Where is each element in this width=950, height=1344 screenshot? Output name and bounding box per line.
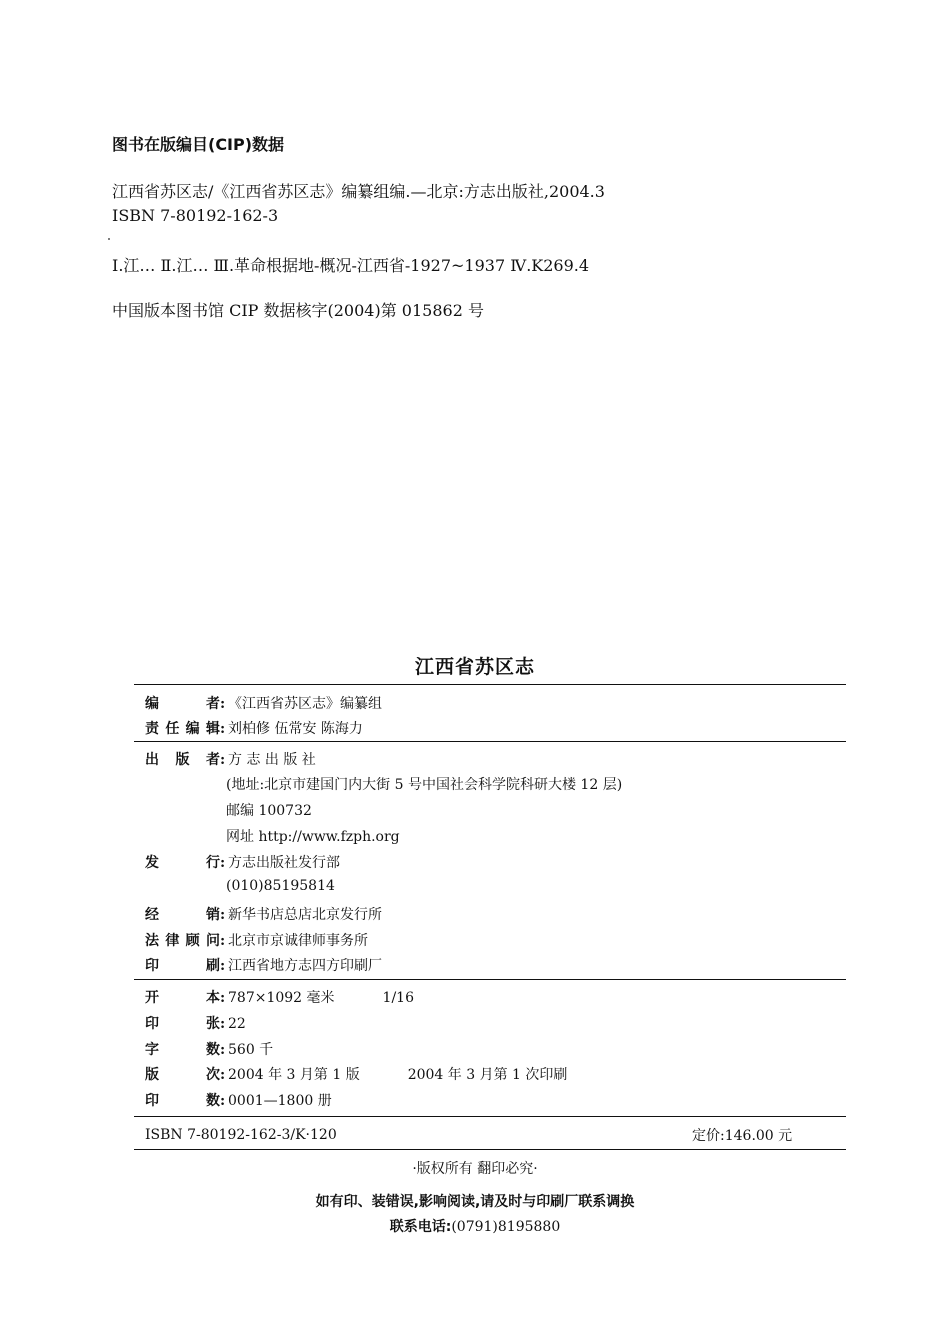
value-distributor: 方志出版社发行部 [228, 855, 340, 871]
row-sheets: 印张: 22 [145, 1013, 246, 1033]
label-edition: 版次 [145, 1067, 220, 1083]
label-sheets: 印张 [145, 1016, 220, 1032]
row-legal-counsel: 法律顾问: 北京市京诚律师事务所 [145, 930, 368, 950]
label-seller: 经销 [145, 907, 220, 923]
publisher-address: (地址:北京市建国门内大街 5 号中国社会科学院科研大楼 12 层) [226, 777, 623, 793]
label-responsible-editor: 责任编辑 [145, 721, 220, 737]
label-legal-counsel: 法律顾问 [145, 933, 220, 949]
label-word-count: 字数 [145, 1042, 220, 1058]
distributor-phone: (010)85195814 [226, 878, 335, 894]
row-distributor: 发行: 方志出版社发行部 [145, 852, 340, 872]
row-format: 开本: 787×1092 毫米 1/16 [145, 987, 414, 1007]
print-speck [108, 238, 110, 240]
value-edition: 2004 年 3 月第 1 版 [228, 1067, 360, 1083]
contact-phone [0, 1216, 950, 1236]
value-print-run: 0001—1800 册 [228, 1093, 332, 1109]
value-editor: 《江西省苏区志》编纂组 [228, 696, 382, 712]
cip-record-number: 中国版本图书馆 CIP 数据核字(2004)第 015862 号 [112, 301, 484, 320]
row-edition: 版次: 2004 年 3 月第 1 版 2004 年 3 月第 1 次印刷 [145, 1064, 567, 1084]
label-format: 开本 [145, 990, 220, 1006]
rule-2 [134, 741, 846, 742]
cip-title-line: 江西省苏区志/《江西省苏区志》编纂组编.—北京:方志出版社,2004.3 [112, 182, 605, 201]
row-word-count: 字数: 560 千 [145, 1039, 273, 1059]
cip-heading: 图书在版编目(CIP)数据 [112, 135, 285, 154]
isbn-footer: ISBN 7-80192-162-3/K·120 [145, 1127, 337, 1143]
label-publisher: 出版者 [145, 752, 220, 768]
row-responsible-editor: 责任编辑: 刘柏修 伍常安 陈海力 [145, 718, 363, 738]
value-legal-counsel: 北京市京诚律师事务所 [228, 933, 368, 949]
value-word-count: 560 千 [228, 1042, 274, 1058]
row-publisher: 出版者: 方 志 出 版 社 [145, 749, 316, 769]
cip-classification-line: Ⅰ.江… Ⅱ.江… Ⅲ.革命根据地-概况-江西省-1927~1937 Ⅳ.K269.4 [112, 256, 590, 275]
label-distributor: 发行 [145, 855, 220, 871]
contact-phone-label: 联系电话: [389, 1219, 452, 1235]
row-printer: 印刷: 江西省地方志四方印刷厂 [145, 955, 382, 975]
value-printing: 2004 年 3 月第 1 次印刷 [407, 1067, 568, 1083]
rights-reserved: ·版权所有 翻印必究· [412, 1161, 538, 1177]
publisher-postcode: 邮编 100732 [226, 803, 312, 819]
value-sheets: 22 [228, 1016, 246, 1032]
label-printer: 印刷 [145, 958, 220, 974]
rule-3 [134, 979, 846, 980]
publisher-website: 网址 http://www.fzph.org [226, 829, 400, 845]
label-editor: 编者 [145, 696, 220, 712]
contact-phone-value: (0791)8195880 [451, 1219, 561, 1235]
rule-top [134, 684, 846, 685]
value-publisher: 方 志 出 版 社 [228, 752, 316, 768]
value-responsible-editor: 刘柏修 伍常安 陈海力 [228, 721, 363, 737]
value-format: 787×1092 毫米 [228, 990, 335, 1006]
value-printer: 江西省地方志四方印刷厂 [228, 958, 382, 974]
value-format-size: 1/16 [382, 990, 414, 1006]
rule-bottom [134, 1149, 846, 1150]
price: 定价:146.00 元 [692, 1128, 793, 1144]
colophon-title: 江西省苏区志 [414, 656, 535, 678]
row-seller: 经销: 新华书店总店北京发行所 [145, 904, 382, 924]
row-editor: 编者: 《江西省苏区志》编纂组 [145, 693, 382, 713]
defect-notice: 如有印、装错误,影响阅读,请及时与印刷厂联系调换 [315, 1194, 635, 1210]
row-print-run: 印数: 0001—1800 册 [145, 1090, 332, 1110]
value-seller: 新华书店总店北京发行所 [228, 907, 382, 923]
label-print-run: 印数 [145, 1093, 220, 1109]
cip-isbn-line: ISBN 7-80192-162-3 [112, 206, 279, 225]
rule-4 [134, 1116, 846, 1117]
